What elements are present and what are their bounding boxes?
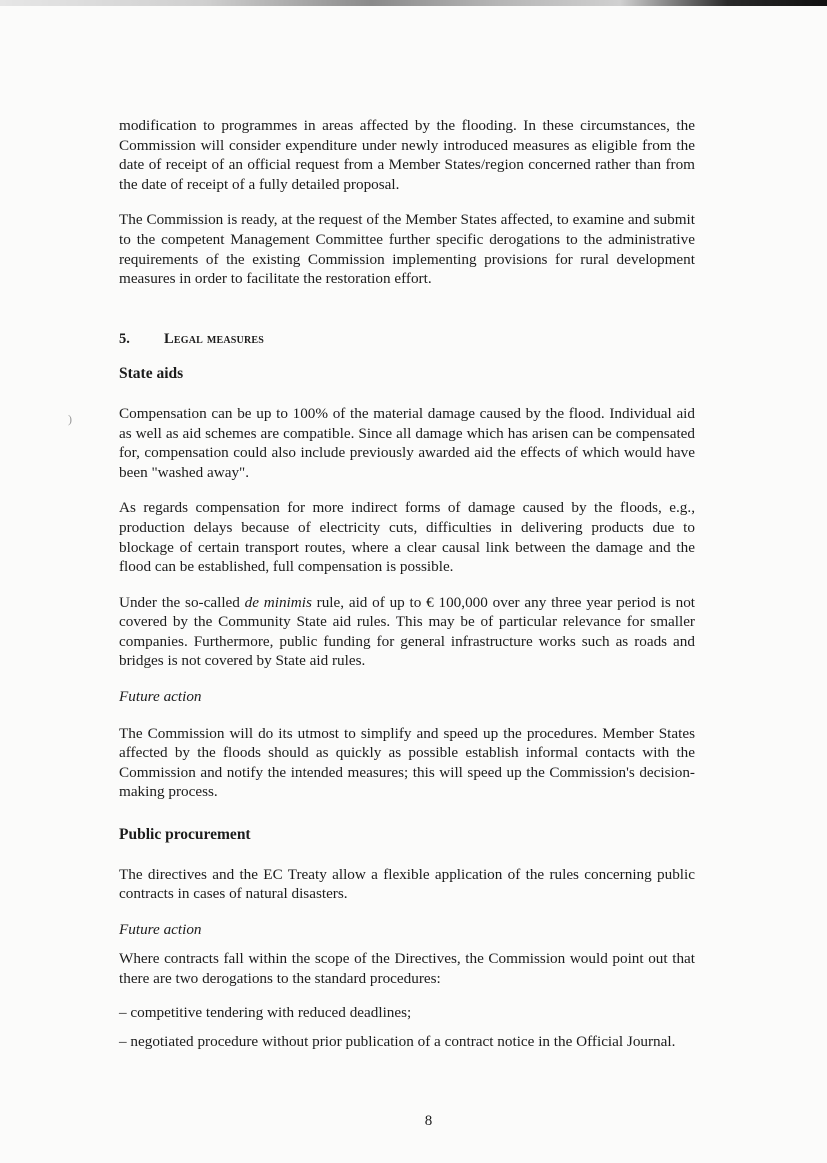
paragraph-modification: modification to programmes in areas affected by the flooding. In these circumstances, the Commission will consider expenditure under newly introduced measures as eligible from the date of receipt of an official request from a Member States/region concerned rather than from the date of receipt of a fully detailed proposal. — [119, 117, 695, 193]
heading-future-action-state-aids: Future action — [119, 688, 202, 706]
list-item-competitive-tendering: – competitive tendering with reduced deadlines; — [119, 1003, 412, 1021]
section-number: 5. — [119, 330, 130, 347]
heading-future-action-procurement: Future action — [119, 920, 202, 938]
heading-public-procurement: Public procurement — [119, 826, 251, 844]
section-title: Legal measures — [164, 330, 265, 347]
document-body — [119, 116, 695, 1052]
scan-edge — [0, 0, 827, 6]
de-minimis-term: de minimis — [244, 593, 312, 611]
paragraph-indirect-damage: As regards compensation for more indirect forms of damage caused by the floods, e.g., production delays because of electricity cuts, difficulties in delivering products due to blockage of certain transport routes, where a clear causal link between the damage and the flood can be established, full compensation is possible. — [119, 499, 695, 576]
de-minimis-text-start: Under the so-called — [119, 593, 245, 611]
paragraph-de-minimis — [119, 593, 695, 671]
paragraph-directives: The directives and the EC Treaty allow a flexible application of the rules concerning public contracts in cases of natural disasters. — [119, 865, 695, 903]
paragraph-future-action-state-aids: The Commission will do its utmost to simplify and speed up the procedures. Member States affected by the floods should as quickly as possible establish informal contacts with the Commission and notify the intended measures; this will speed up the Commission's decision-making process. — [119, 724, 695, 801]
list-item-negotiated-procedure: – negotiated procedure without prior publication of a contract notice in the Official Journal. — [119, 1033, 676, 1051]
page-number: 8 — [424, 1113, 433, 1129]
heading-state-aids: State aids — [119, 365, 184, 383]
section-heading — [119, 330, 695, 350]
de-minimis-text-end: rule, aid of up to € 100,000 over any three year period is not covered by the Community State aid rules. This may be of particular relevance for smaller companies. Furthermore, public funding for general infrastructure works such as roads and bridges is not covered by State aid rules. — [119, 593, 696, 670]
paragraph-derogations: Where contracts fall within the scope of the Directives, the Commission would point out that there are two derogations to the standard procedures: — [119, 950, 695, 987]
margin-mark: ) — [68, 412, 72, 426]
paragraph-commission-ready: The Commission is ready, at the request of the Member States affected, to examine and submit to the competent Management Committee further specific derogations to the administrative requirements of the existing Commission implementing provisions for rural development measures in order to facilitate the restoration effort. — [119, 211, 695, 288]
paragraph-compensation: Compensation can be up to 100% of the material damage caused by the flood. Individual aid as well as aid schemes are compatible. Since all damage which has arisen can be compensated for, compensation could also include previously awarded aid the effects of which would have been "washed away". — [119, 404, 695, 481]
